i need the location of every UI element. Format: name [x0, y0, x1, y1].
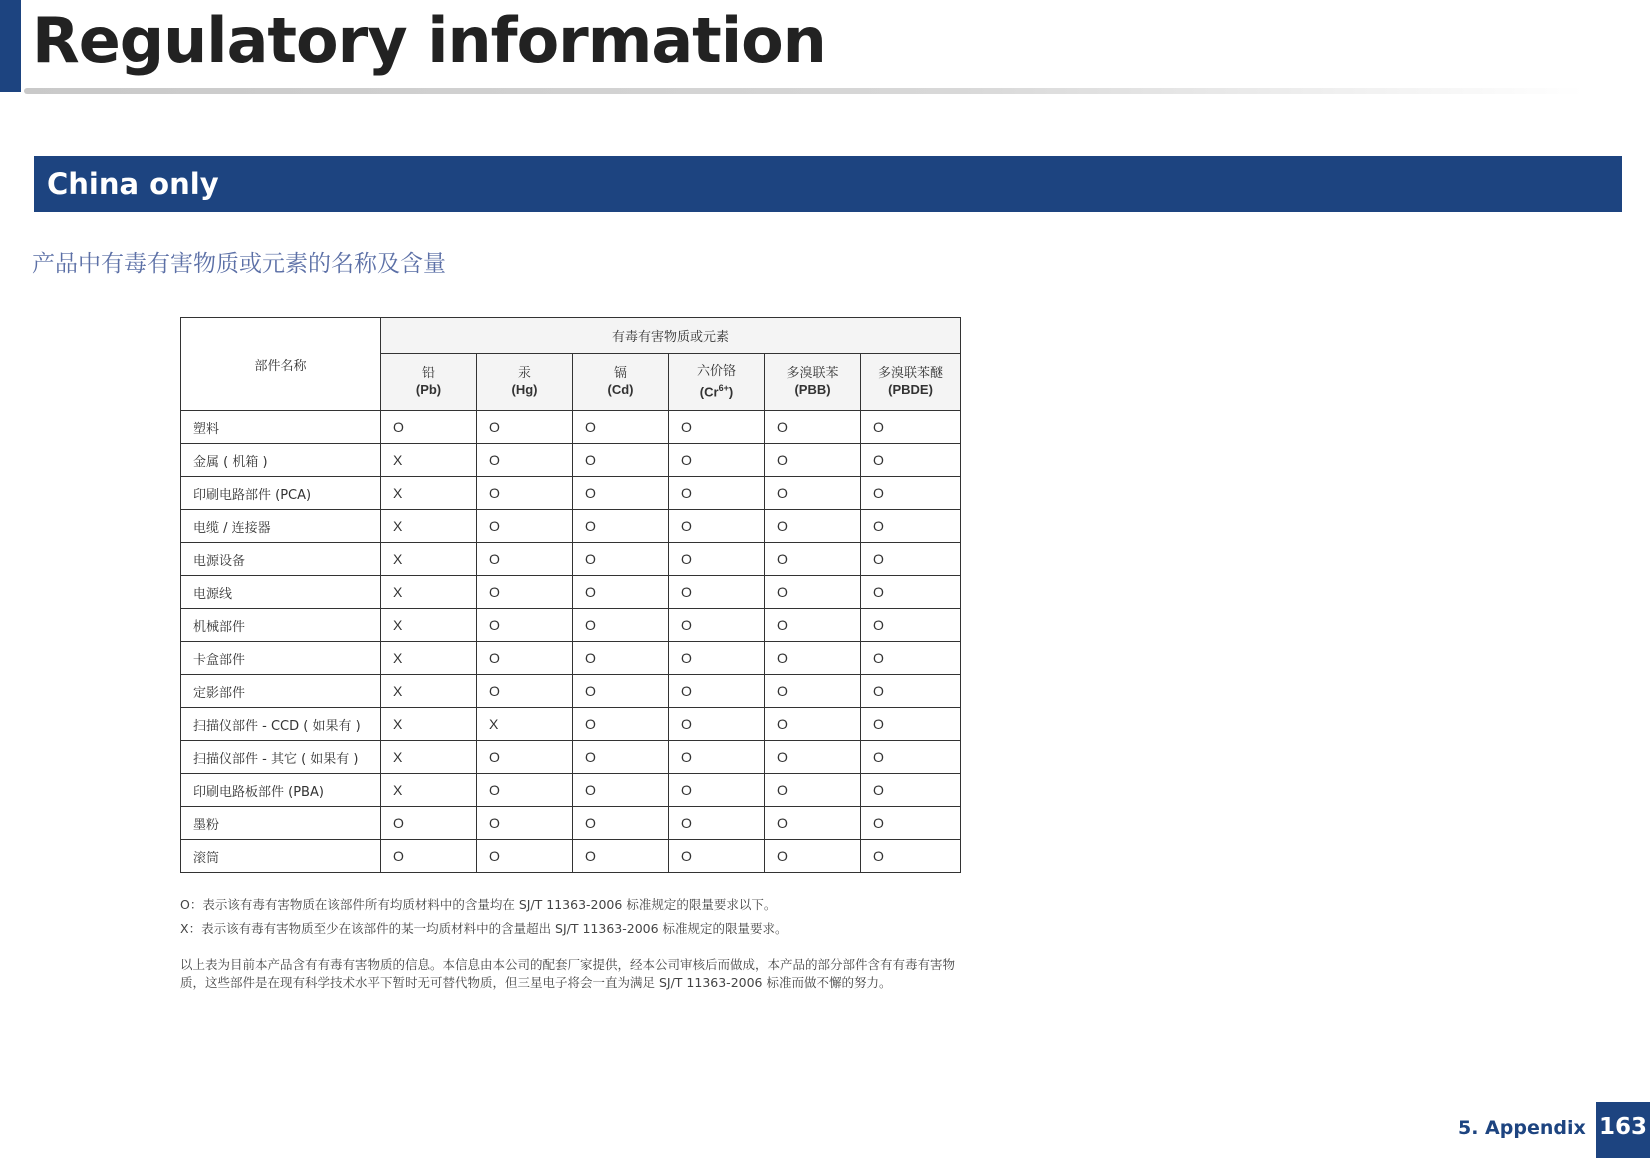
substance-mark-cell: O — [477, 543, 573, 576]
part-name-cell: 扫描仪部件 - CCD ( 如果有 ) — [181, 708, 381, 741]
substance-mark-cell: O — [573, 543, 669, 576]
substance-symbol — [669, 380, 764, 400]
table-row — [181, 840, 961, 873]
substance-mark-cell: O — [765, 477, 861, 510]
title-divider — [24, 88, 1584, 94]
table-body — [181, 411, 961, 873]
substance-mark-cell: O — [573, 411, 669, 444]
part-name-cell: 印刷电路板部件 (PBA) — [181, 774, 381, 807]
table-row — [181, 477, 961, 510]
substance-mark-cell: O — [477, 576, 573, 609]
substance-mark-cell: O — [765, 510, 861, 543]
substance-mark-cell: O — [477, 741, 573, 774]
substance-mark-cell: O — [573, 840, 669, 873]
substance-symbol: (Pb) — [415, 382, 442, 397]
part-name-cell: 扫描仪部件 - 其它 ( 如果有 ) — [181, 741, 381, 774]
substance-mark-cell: O — [861, 642, 961, 675]
substance-mark-cell: O — [573, 576, 669, 609]
table-row — [181, 609, 961, 642]
o-legend-note: O：表示该有毒有害物质在该部件所有均质材料中的含量均在 SJ/T 11363-2006 标准规定的限量要求以下。 — [180, 897, 777, 912]
substance-mark-cell: O — [765, 609, 861, 642]
substance-mark-cell: O — [477, 411, 573, 444]
substance-mark-cell: O — [765, 741, 861, 774]
substance-mark-cell: O — [477, 642, 573, 675]
compliance-statement — [180, 956, 1060, 992]
substance-mark-cell: O — [861, 807, 961, 840]
page-number-badge — [1596, 1102, 1650, 1158]
substance-mark-cell: O — [381, 807, 477, 840]
substance-mark-cell: X — [477, 708, 573, 741]
substance-mark-cell: O — [861, 840, 961, 873]
substance-header-pbde — [861, 354, 961, 411]
substance-mark-cell: O — [669, 609, 765, 642]
table-caption: 产品中有毒有害物质或元素的名称及含量 — [32, 251, 446, 277]
legend-notes — [180, 893, 788, 941]
substance-mark-cell: O — [669, 840, 765, 873]
part-name-cell: 滚筒 — [181, 840, 381, 873]
substance-mark-cell: O — [573, 741, 669, 774]
substance-mark-cell: O — [477, 807, 573, 840]
substance-name: 铅 — [421, 366, 435, 381]
section-banner — [34, 156, 1622, 212]
symbol-suffix: ) — [728, 384, 734, 400]
substance-mark-cell: O — [861, 576, 961, 609]
table-row — [181, 444, 961, 477]
substance-mark-cell: O — [765, 675, 861, 708]
substance-mark-cell: O — [669, 807, 765, 840]
substance-mark-cell: O — [669, 708, 765, 741]
substance-mark-cell: O — [861, 708, 961, 741]
substance-mark-cell: O — [477, 840, 573, 873]
substance-mark-cell: O — [861, 675, 961, 708]
substance-header-cr6 — [669, 354, 765, 411]
x-legend-note: X：表示该有毒有害物质至少在该部件的某一均质材料中的含量超出 SJ/T 11363-2006 标准规定的限量要求。 — [180, 921, 788, 936]
substance-mark-cell: O — [381, 840, 477, 873]
substance-mark-cell: O — [669, 741, 765, 774]
substance-mark-cell: O — [669, 510, 765, 543]
substance-mark-cell: O — [765, 576, 861, 609]
substance-mark-cell: O — [669, 675, 765, 708]
substance-mark-cell: X — [381, 444, 477, 477]
substance-mark-cell: O — [477, 609, 573, 642]
substance-mark-cell: O — [861, 774, 961, 807]
substance-header-hg — [477, 354, 573, 411]
substance-mark-cell: X — [381, 741, 477, 774]
part-name-header: 部件名称 — [181, 318, 381, 411]
table-row — [181, 741, 961, 774]
table-row — [181, 642, 961, 675]
substance-name: 六价铬 — [696, 363, 736, 379]
part-name-cell: 电源线 — [181, 576, 381, 609]
substance-mark-cell: O — [573, 477, 669, 510]
substance-mark-cell: O — [573, 807, 669, 840]
substance-name: 镉 — [613, 366, 627, 381]
part-name-cell: 卡盒部件 — [181, 642, 381, 675]
substance-mark-cell: O — [861, 411, 961, 444]
substance-mark-cell: O — [477, 444, 573, 477]
substance-symbol: (Hg) — [511, 382, 538, 397]
table-row — [181, 675, 961, 708]
substance-mark-cell: O — [765, 411, 861, 444]
substance-mark-cell: O — [765, 774, 861, 807]
substance-name: 多溴联苯醚 — [878, 366, 944, 381]
substance-symbol: (PBDE) — [888, 382, 933, 397]
substance-mark-cell: O — [477, 675, 573, 708]
substance-mark-cell: O — [573, 510, 669, 543]
substance-mark-cell: O — [765, 840, 861, 873]
hazardous-substances-table — [180, 317, 961, 873]
substance-mark-cell: X — [381, 543, 477, 576]
part-name-cell: 印刷电路部件 (PCA) — [181, 477, 381, 510]
substance-symbol: (PBB) — [794, 382, 831, 397]
table-row — [181, 774, 961, 807]
substance-mark-cell: O — [765, 807, 861, 840]
substance-mark-cell: O — [573, 642, 669, 675]
substance-mark-cell: O — [669, 774, 765, 807]
substance-mark-cell: X — [381, 609, 477, 642]
substance-mark-cell: X — [381, 576, 477, 609]
substance-mark-cell: O — [765, 642, 861, 675]
substance-mark-cell: O — [861, 444, 961, 477]
part-name-cell: 机械部件 — [181, 609, 381, 642]
part-name-cell: 墨粉 — [181, 807, 381, 840]
substance-mark-cell: O — [765, 543, 861, 576]
substance-mark-cell: O — [861, 510, 961, 543]
part-name-cell: 金属 ( 机箱 ) — [181, 444, 381, 477]
substance-mark-cell: O — [861, 543, 961, 576]
substance-mark-cell: O — [573, 675, 669, 708]
substance-mark-cell: X — [381, 708, 477, 741]
substance-mark-cell: O — [573, 708, 669, 741]
substance-mark-cell: X — [381, 675, 477, 708]
table-row — [181, 576, 961, 609]
substance-mark-cell: O — [861, 609, 961, 642]
statement-line: 质，这些部件是在现有科学技术水平下暂时无可替代物质，但三星电子将会一直为满足 SJ/T 11363-2006 标准而做不懈的努力。 — [180, 975, 892, 990]
table-row — [181, 543, 961, 576]
substance-mark-cell: O — [669, 444, 765, 477]
substance-symbol: (Cd) — [607, 382, 634, 397]
substance-mark-cell: O — [381, 411, 477, 444]
footer-section-label: 5. Appendix — [1458, 1117, 1586, 1139]
substance-header-cd — [573, 354, 669, 411]
part-name-cell: 定影部件 — [181, 675, 381, 708]
substance-mark-cell: O — [573, 444, 669, 477]
substance-mark-cell: X — [381, 774, 477, 807]
section-title: China only — [47, 167, 219, 201]
page-number: 163 — [1598, 1114, 1647, 1140]
substance-mark-cell: O — [573, 774, 669, 807]
substance-mark-cell: O — [573, 609, 669, 642]
substance-mark-cell: O — [669, 642, 765, 675]
table-row — [181, 807, 961, 840]
part-name-cell: 塑料 — [181, 411, 381, 444]
page-title: Regulatory information — [32, 4, 826, 77]
substance-name: 汞 — [517, 366, 531, 381]
table-row — [181, 708, 961, 741]
substance-mark-cell: O — [861, 477, 961, 510]
substance-mark-cell: O — [669, 477, 765, 510]
substance-name: 多溴联苯 — [786, 366, 839, 381]
part-name-cell: 电缆 / 连接器 — [181, 510, 381, 543]
part-name-cell: 电源设备 — [181, 543, 381, 576]
substance-header-pbb — [765, 354, 861, 411]
statement-line: 以上表为目前本产品含有有毒有害物质的信息。本信息由本公司的配套厂家提供，经本公司审核后而做成，本产品的部分部件含有有毒有害物 — [180, 957, 956, 972]
substance-mark-cell: O — [861, 741, 961, 774]
substance-mark-cell: O — [477, 477, 573, 510]
substance-mark-cell: X — [381, 510, 477, 543]
substance-mark-cell: O — [477, 510, 573, 543]
symbol-superscript: 6+ — [718, 382, 729, 393]
substance-mark-cell: O — [669, 576, 765, 609]
substance-mark-cell: X — [381, 642, 477, 675]
header-accent-bar — [0, 0, 21, 92]
substance-mark-cell: O — [477, 774, 573, 807]
substance-mark-cell: O — [765, 444, 861, 477]
substance-header-pb — [381, 354, 477, 411]
table-row — [181, 510, 961, 543]
substance-mark-cell: O — [765, 708, 861, 741]
substance-mark-cell: X — [381, 477, 477, 510]
symbol-prefix: (Cr — [699, 384, 719, 400]
substance-mark-cell: O — [669, 411, 765, 444]
substance-mark-cell: O — [669, 543, 765, 576]
table-row — [181, 411, 961, 444]
substances-group-header: 有毒有害物质或元素 — [381, 318, 961, 354]
